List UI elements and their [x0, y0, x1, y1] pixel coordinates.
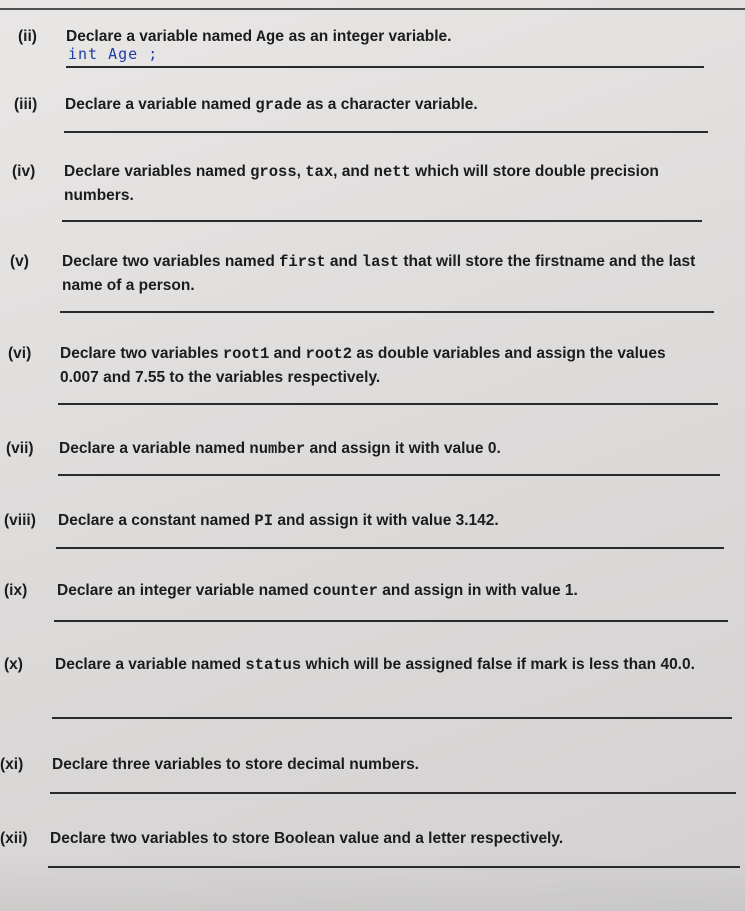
code-identifier: tax [305, 163, 334, 181]
question-vi [8, 342, 700, 390]
handwritten-answer: int Age ; [68, 45, 159, 63]
code-identifier: Age [256, 28, 285, 46]
top-rule [0, 8, 745, 10]
answer-line [66, 66, 704, 68]
question-iii [14, 93, 714, 117]
question-x [4, 653, 710, 701]
code-identifier: root1 [222, 345, 270, 363]
answer-line [58, 474, 720, 476]
question-text: Declare a variable named Age as an integer variable. [66, 28, 452, 46]
question-text: Declare variables named gross, tax, and nett which will store double precision numbers. [64, 163, 659, 204]
question-number: (viii) [4, 512, 36, 529]
question-text: Declare two variables named first and last that will store the firstname and the last name of a person. [62, 253, 696, 294]
question-xi [0, 753, 720, 777]
question-v [10, 250, 700, 298]
question-number: (ii) [18, 28, 37, 45]
answer-line [62, 220, 702, 222]
question-number: (vi) [8, 345, 32, 362]
question-number: (vii) [6, 440, 34, 457]
question-vii [6, 437, 706, 461]
question-number: (ix) [4, 582, 28, 599]
question-number: (iv) [12, 163, 36, 180]
question-text: Declare an integer variable named counter and assign in with value 1. [57, 582, 578, 600]
code-identifier: last [361, 253, 400, 271]
question-iv [12, 160, 712, 208]
code-identifier: number [249, 440, 306, 458]
question-xii [0, 827, 720, 851]
code-identifier: gross [250, 163, 297, 181]
question-text: Declare two variables to store Boolean value and a letter respectively. [50, 830, 564, 847]
code-identifier: root2 [305, 345, 353, 363]
answer-line [52, 717, 732, 719]
question-number: (xii) [0, 830, 28, 847]
question-text: Declare two variables root1 and root2 as double variables and assign the values 0.007 and 7.55 to the variables respectively. [60, 345, 666, 386]
code-identifier: grade [255, 96, 302, 114]
question-number: (xi) [0, 756, 24, 773]
question-viii [4, 509, 704, 533]
code-identifier: PI [254, 512, 274, 530]
question-text: Declare a variable named status which will be assigned false if mark is less than 40.0. [55, 656, 695, 674]
answer-line [58, 403, 718, 405]
code-identifier: counter [312, 582, 378, 600]
code-identifier: nett [373, 163, 411, 181]
question-number: (x) [4, 656, 23, 673]
answer-line [64, 131, 708, 133]
paper-shadow [0, 851, 745, 911]
question-number: (v) [10, 253, 29, 270]
question-text: Declare a variable named number and assign it with value 0. [59, 440, 501, 458]
question-number: (iii) [14, 96, 38, 113]
question-ix [4, 579, 704, 603]
answer-line [56, 547, 724, 549]
answer-line [60, 311, 714, 313]
code-identifier: status [245, 656, 302, 674]
question-text: Declare three variables to store decimal numbers. [52, 756, 419, 773]
answer-line [54, 620, 728, 622]
code-identifier: first [279, 253, 326, 271]
question-text: Declare a variable named grade as a character variable. [65, 96, 478, 114]
question-text: Declare a constant named PI and assign it with value 3.142. [58, 512, 499, 530]
answer-line [50, 792, 736, 794]
